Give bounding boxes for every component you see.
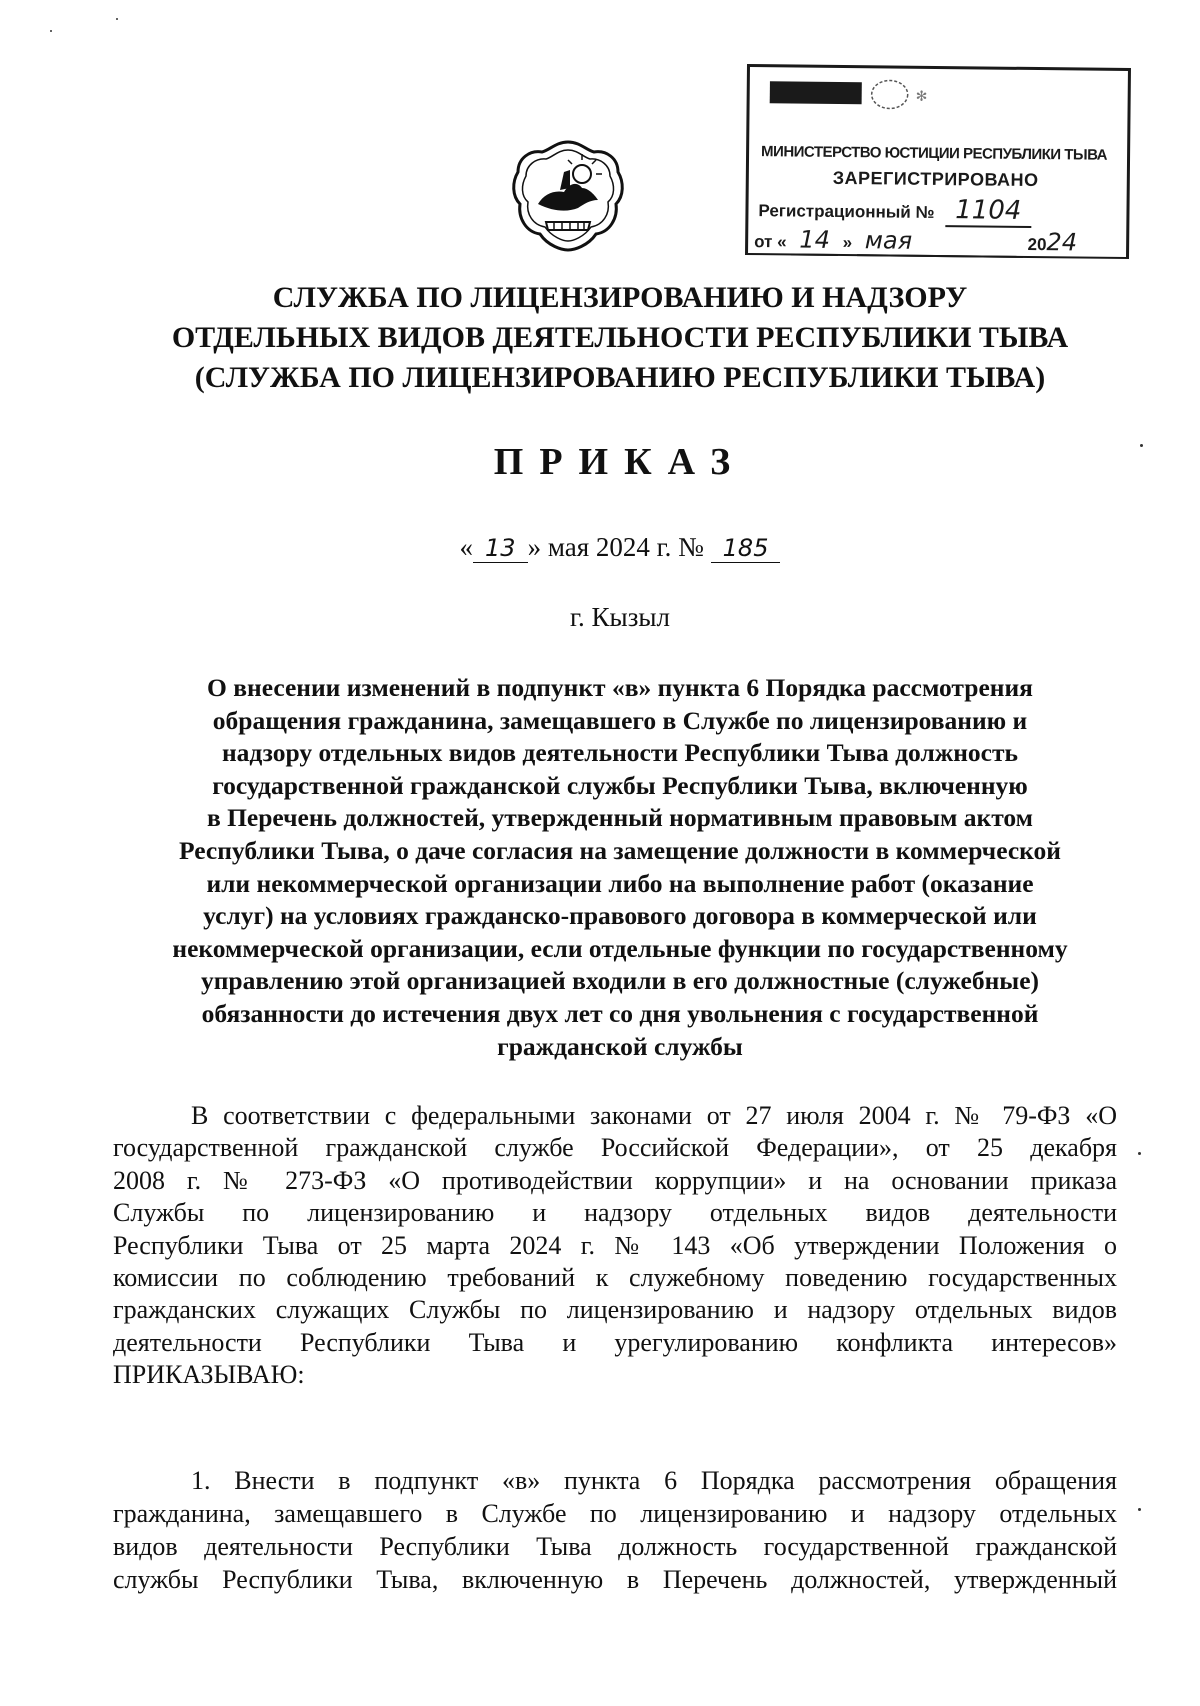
item1-line: гражданина, замещавшего в Службе по лицензированию и надзору отдельных [113,1499,1117,1528]
stamp-date-prefix: от « [754,232,787,252]
document-city: г. Кызыл [570,602,670,632]
subject-line: некоммерческой организации, если отдельные функции по государственному [172,933,1068,963]
item1-line: 1. Внести в подпункт «в» пункта 6 Порядка рассмотрения обращения [191,1466,1117,1495]
ministry-logo-icon [770,77,940,113]
org-title-line: СЛУЖБА ПО ЛИЦЕНЗИРОВАНИЮ И НАДЗОРУ [272,281,968,314]
subject-line: управлению этой организацией входили в его должностные (служебные) [200,966,1040,996]
registration-stamp [745,64,1131,259]
preamble-line: 2008 г. № 273-ФЗ «О противодействии коррупции» и на основании приказа [113,1165,1117,1195]
preamble-line: деятельности Республики Тыва и урегулированию конфликта интересов» [113,1327,1117,1357]
stamp-year-prefix: 20 [1027,234,1047,255]
scan-speck [50,30,52,32]
svg-text:✻: ✻ [915,88,928,105]
tuva-emblem-icon [508,138,628,254]
document-day: 13 [473,534,528,563]
scan-speck [1140,444,1143,447]
stamp-registered-label: ЗАРЕГИСТРИРОВАНО [832,167,1039,191]
date-open-quote: « [459,532,474,562]
document-subject [100,672,1140,1063]
stamp-reg-number-line [758,193,1031,226]
preamble-line: государственной гражданской службе Российской Федерации», от 25 декабря [113,1133,1117,1163]
preamble-paragraph [113,1100,1117,1392]
scan-speck [116,18,118,20]
scan-speck [1138,1152,1141,1155]
organization-title [80,278,1160,398]
subject-line: О внесении изменений в подпункт «в» пункта 6 Порядка рассмотрения [207,673,1033,702]
org-title-line: (СЛУЖБА ПО ЛИЦЕНЗИРОВАНИЮ РЕСПУБЛИКИ ТЫВА) [194,361,1046,394]
document-date-number [80,532,1160,563]
preamble-line: комиссии по соблюдению требований к служебному поведению государственных [113,1262,1117,1292]
subject-line: обращения гражданина, замещавшего в Службе по лицензированию и [212,705,1028,735]
item1-line: службы Республики Тыва, включенную в Перечень должностей, утвержденный [113,1565,1117,1594]
stamp-month: мая [864,226,913,255]
stamp-reg-number: 1104 [945,195,1032,228]
subject-line: Республики Тыва, о даче согласия на замещение должности в коммерческой [179,835,1061,865]
stamp-year-suffix: 24 [1046,228,1078,257]
subject-line: государственной гражданской службы Республики Тыва, включенную [212,770,1028,800]
preamble-line: В соответствии с федеральными законами от 27 июля 2004 г. № 79-ФЗ «О [191,1101,1117,1130]
preamble-line: Республики Тыва от 25 марта 2024 г. № 143 «Об утверждении Положения о [113,1230,1117,1260]
preamble-line: Службы по лицензированию и надзору отдельных видов деятельности [113,1198,1117,1228]
subject-line: услуг) на условиях гражданско-правового договора в коммерческой или [203,901,1037,931]
date-text: » мая 2024 г. № [527,532,704,562]
stamp-ministry-name: МИНИСТЕРСТВО ЮСТИЦИИ РЕСПУБЛИКИ ТЫВА [761,143,1108,164]
order-item-1 [113,1464,1117,1596]
preamble-line: гражданских служащих Службы по лицензированию и надзору отдельных видов [113,1295,1117,1325]
stamp-reg-label: Регистрационный № [758,201,935,222]
subject-line: или некоммерческой организации либо на выполнение работ (оказание [206,868,1034,898]
document-type-heading: ПРИКАЗ [493,441,747,483]
scan-speck [1138,1508,1141,1511]
subject-line: в Перечень должностей, утвержденный нормативным правовым актом [206,803,1034,833]
subject-line: надзору отдельных видов деятельности Республики Тыва должность [221,738,1019,768]
document-number: 185 [711,534,781,563]
org-title-line: ОТДЕЛЬНЫХ ВИДОВ ДЕЯТЕЛЬНОСТИ РЕСПУБЛИКИ ТЫВА [171,321,1069,354]
item1-line: видов деятельности Республики Тыва должность государственной гражданской [113,1532,1117,1561]
preamble-line: ПРИКАЗЫВАЮ: [113,1360,305,1390]
stamp-date-line [754,225,1077,258]
subject-line: обязанности до истечения двух лет со дня увольнения с государственной [201,998,1039,1028]
stamp-day: 14 [799,225,831,254]
stamp-day-suffix: » [842,233,853,253]
subject-line: гражданской службы [497,1031,743,1061]
